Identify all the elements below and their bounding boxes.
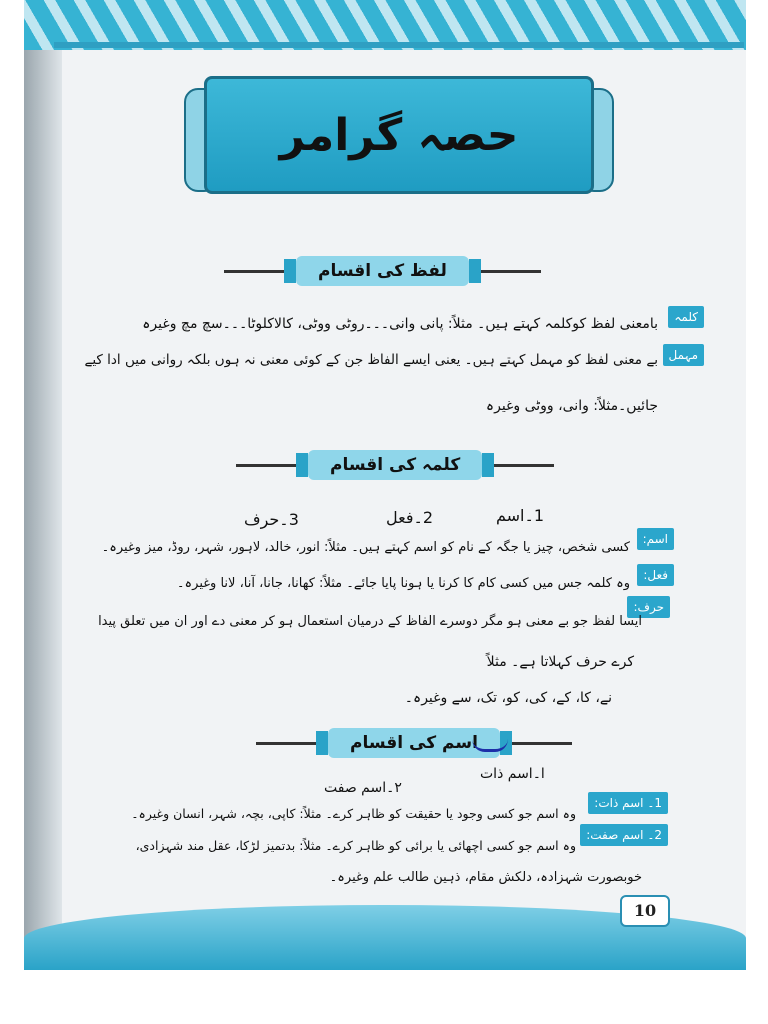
ism-sifat-definition: وہ اسم جو کسی اچھائی یا برائی کو ظاہر کرے۔ مثلاً: بدتمیز لڑکا، عقل مند شہزادی، — [135, 838, 576, 853]
harf-definition: ایسا لفظ جو بے معنی ہو مگر دوسرے الفاظ کے درمیان استعمال ہو کر معنی دے اور ان میں تعلق پیدا — [98, 614, 642, 629]
section2-heading: کلمہ کی اقسام — [308, 450, 482, 480]
tag-feal: فعل: — [637, 564, 674, 586]
section3-banner — [256, 728, 572, 758]
mohmal-definition: بے معنی لفظ کو مہمل کہتے ہیں۔ یعنی ایسے الفاظ جن کے کوئی معنی نہ ہوں بلکہ روانی میں ادا کیے — [84, 352, 658, 368]
page-title: حصہ گرامر — [279, 109, 519, 161]
tag-kalma: کلمہ — [668, 306, 704, 328]
tag-ism: اسم: — [637, 528, 674, 550]
tag-ism-sifat: 2۔ اسم صفت: — [580, 824, 668, 846]
type-feal: 2۔فعل — [386, 508, 434, 527]
type-ism-sifat: ۲۔اسم صفت — [324, 780, 402, 796]
page-number: 10 — [620, 895, 670, 927]
harf-definition-cont: کرے حرف کہلاتا ہے۔ مثلاً — [486, 654, 634, 670]
title-scroll — [204, 76, 594, 194]
tag-harf: حرف: — [627, 596, 670, 618]
top-rule — [54, 42, 744, 48]
tag-ism-zaat: 1۔ اسم ذات: — [588, 792, 668, 814]
ism-zaat-definition: وہ اسم جو کسی وجود یا حقیقت کو ظاہر کرے۔ مثلاً: کاپی، بچہ، شہر، انسان وغیرہ۔ — [131, 806, 576, 821]
ism-sifat-example: خوبصورت شہزادہ، دلکش مقام، ذہین طالب علم وغیرہ۔ — [329, 870, 642, 885]
mohmal-example: جائیں۔مثلاً: وانی، ووٹی وغیرہ — [485, 398, 658, 414]
section3-heading: اسم کی اقسام — [328, 728, 500, 758]
textbook-page — [24, 0, 746, 970]
binding-shadow — [24, 0, 62, 970]
type-ism-zaat: ا۔اسم ذات — [480, 766, 545, 782]
feal-definition: وہ کلمہ جس میں کسی کام کا کرنا یا ہونا پایا جائے۔ مثلاً: کھانا، جانا، آنا، لانا وغیرہ۔ — [176, 576, 630, 591]
ism-definition: کسی شخص، چیز یا جگہ کے نام کو اسم کہتے ہیں۔ مثلاً: انور، خالد، لاہور، شہر، روڈ، میز وغیرہ۔ — [101, 540, 630, 555]
section2-banner — [236, 450, 554, 480]
kalma-definition: بامعنی لفظ کوکلمہ کہتے ہیں۔ مثلاً: پانی وانی۔۔۔روٹی ووٹی، کالاکلوٹا۔۔۔سچ مچ وغیرہ — [142, 316, 658, 332]
tag-mohmal: مہمل — [663, 344, 704, 366]
harf-example: نے، کا، کے، کی، کو، تک، سے وغیرہ۔ — [404, 690, 612, 706]
type-harf: 3۔حرف — [244, 510, 299, 529]
section1-banner — [224, 256, 541, 286]
section1-heading: لفظ کی اقسام — [296, 256, 469, 286]
type-ism: 1۔اسم — [496, 506, 545, 525]
